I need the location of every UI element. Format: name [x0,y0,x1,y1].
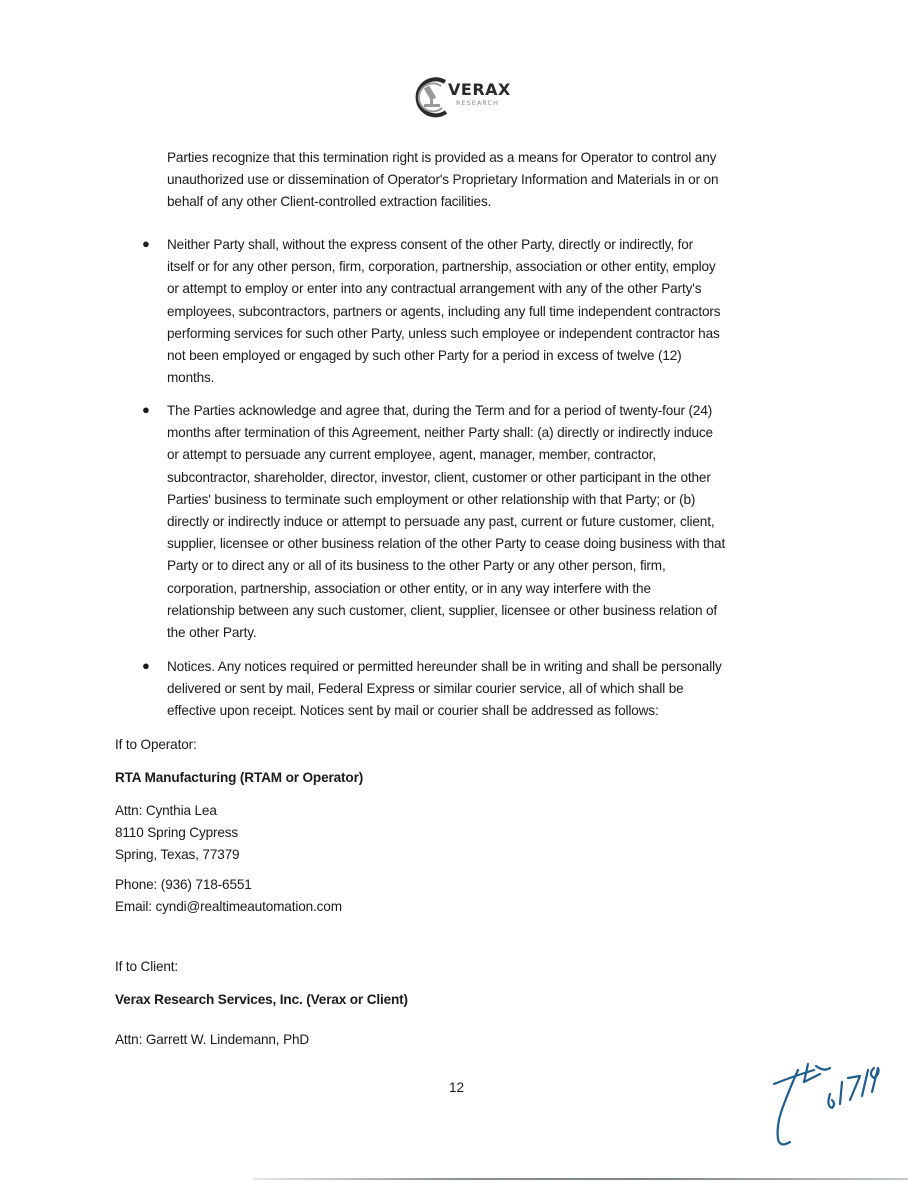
text-line: supplier, licensee or other business relation of the other Party to cease doing business with that [167,536,726,552]
email-line: Email: cyndi@realtimeautomation.com [115,899,342,915]
microscope-icon [412,74,452,120]
operator-contact [115,874,342,918]
text-line: Notices. Any notices required or permitted hereunder shall be in writing and shall be personally [167,659,722,674]
text-line: not been employed or engaged by such other Party for a period in excess of twelve (12) [167,348,682,364]
operator-company: RTA Manufacturing (RTAM or Operator) [115,770,364,785]
client-heading: If to Client: [115,959,179,974]
text-line: months. [167,370,215,386]
text-line: or attempt to persuade any current employee, agent, manager, member, contractor, [167,447,656,463]
text-line: unauthorized use or dissemination of Operator's Proprietary Information and Materials in or on [167,172,719,188]
bullet-non-solicitation-employees [167,234,720,389]
address-line: 8110 Spring Cypress [115,825,239,841]
text-line: months after termination of this Agreement, neither Party shall: (a) directly or indirectly induce [167,425,713,441]
text-line: relationship between any such customer, client, supplier, licensee or other business relation of [167,602,718,618]
address-line: Attn: Cynthia Lea [115,803,217,818]
bullet-notices [167,656,722,723]
client-company: Verax Research Services, Inc. (Verax or Client) [115,992,408,1007]
operator-address [115,800,239,867]
text-line: itself or for any other person, firm, corporation, partnership, association or other entity, employ [167,259,716,275]
verax-logo [412,74,511,122]
text-line: corporation, partnership, association or other entity, or in any way interfere with the [167,580,651,596]
bullet-icon: ● [142,402,150,417]
text-line: Neither Party shall, without the express consent of the other Party, directly or indirectly, for [167,237,694,252]
text-line: the other Party. [167,625,257,641]
text-line: The Parties acknowledge and agree that, during the Term and for a period of twenty-four (24) [167,403,713,418]
text-line: performing services for such other Party, unless such employee or independent contractor has [167,325,720,341]
text-line: Parties recognize that this termination right is provided as a means for Operator to control any [167,150,717,165]
text-line: delivered or sent by mail, Federal Express or similar courier service, all of which shall be [167,681,684,697]
text-line: or attempt to employ or enter into any contractual arrangement with any of the other Party's [167,281,702,297]
text-line: employees, subcontractors, partners or agents, including any full time independent contractors [167,303,721,319]
logo-wordmark: VERAX [448,80,511,99]
client-attn: Attn: Garrett W. Lindemann, PhD [115,1032,310,1047]
logo-subtitle: RESEARCH [456,99,499,107]
address-line: Spring, Texas, 77379 [115,847,240,863]
text-line: effective upon receipt. Notices sent by mail or courier shall be addressed as follows: [167,703,659,719]
bullet-icon: ● [142,236,150,251]
text-line: Party or to direct any or all of its business to the other Party or any other person, firm, [167,558,666,574]
text-line: Parties' business to terminate such employment or other relationship with that Party; or (b) [167,491,696,507]
text-line: subcontractor, shareholder, director, investor, client, customer or other participant in the other [167,469,711,485]
text-line: directly or indirectly induce or attempt to persuade any past, current or future customer, client, [167,514,715,530]
text-line: behalf of any other Client-controlled extraction facilities. [167,194,492,210]
page-number: 12 [449,1080,465,1095]
handwritten-initials-signature [764,1044,894,1154]
intro-paragraph [167,147,718,214]
operator-heading: If to Operator: [115,737,197,752]
bullet-non-interference [167,400,725,644]
scan-edge-line [253,1178,908,1180]
phone-line: Phone: (936) 718-6551 [115,877,252,892]
bullet-icon: ● [142,658,150,673]
